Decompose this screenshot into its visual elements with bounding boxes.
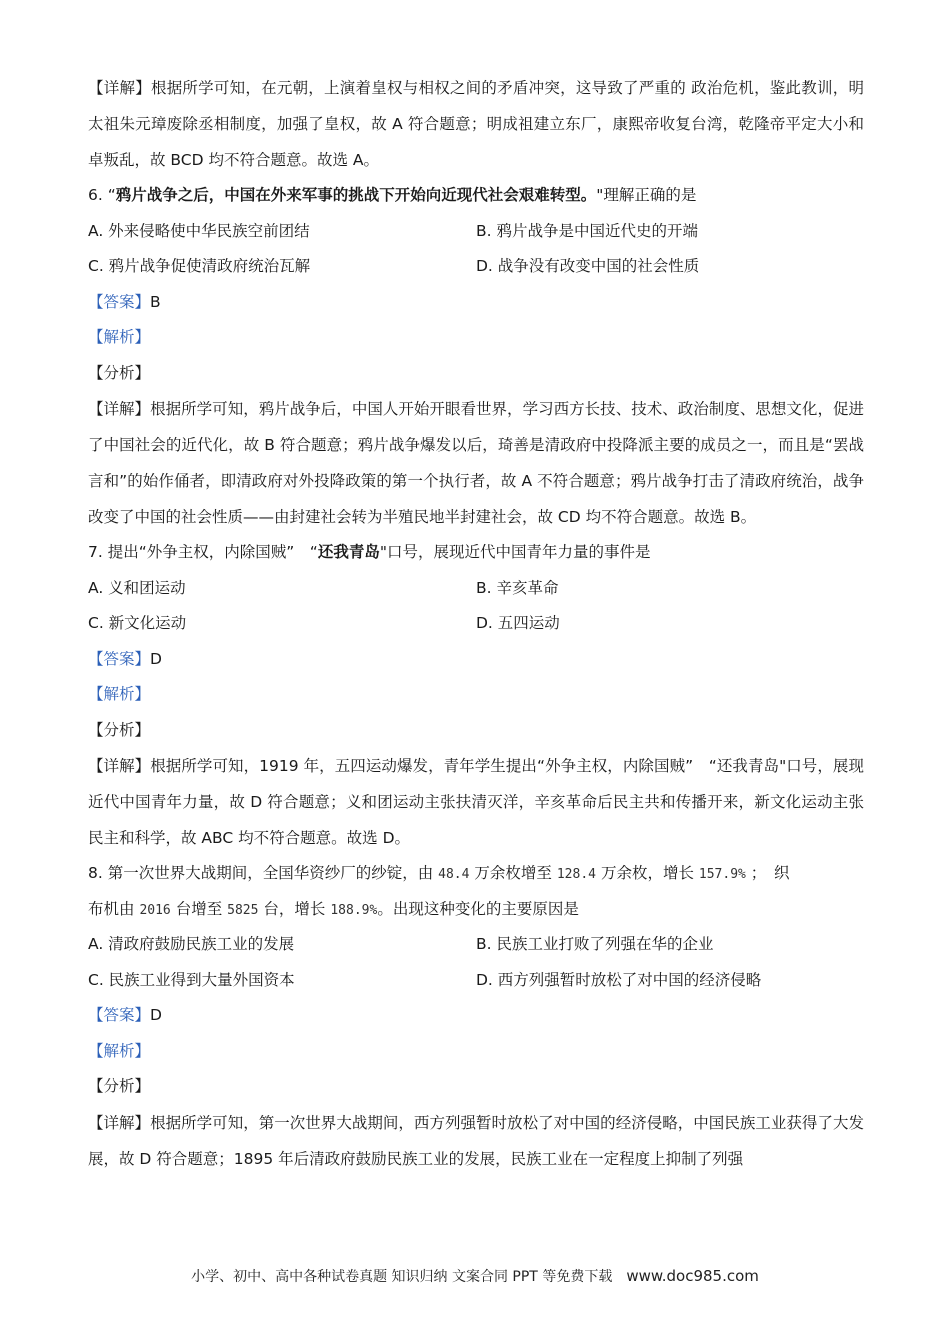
q6-options-row-1 — [88, 214, 864, 250]
q7-options-row-1 — [88, 571, 864, 607]
q7-analysis-label: 【解析】 — [88, 685, 151, 703]
question-quote: 鸦片战争之后，中国在外来军事的挑战下开始向近现代社会艰难转型。 — [115, 186, 597, 204]
figure-value: 2016 — [139, 902, 171, 918]
q6-detail — [88, 391, 864, 535]
question-text: 台增至 — [175, 899, 223, 918]
answer-label: 【答案】 — [88, 292, 151, 311]
detail-tag: 【详解】 — [88, 1113, 151, 1132]
detail-tag: 【详解】 — [88, 400, 151, 418]
figure-value: 48.4 — [438, 867, 470, 882]
answer-label: 【答案】 — [88, 649, 151, 668]
option-b: B. 民族工业打败了列强在华的企业 — [476, 935, 714, 953]
question-text: 台，增长 — [263, 899, 326, 918]
q7-fenxi-label: 【分析】 — [88, 720, 151, 739]
option-d: D. 五四运动 — [476, 614, 560, 632]
question-prefix: 6. “ — [88, 186, 116, 204]
answer-label: 【答案】 — [88, 1006, 151, 1024]
option-d: D. 西方列强暂时放松了对中国的经济侵略 — [476, 970, 762, 989]
question-text: 8. 第一次世界大战期间，全国华资纱厂的纱锭，由 — [88, 864, 434, 882]
option-a: A. 义和团运动 — [88, 578, 186, 597]
page-footer — [0, 1266, 950, 1286]
option-c: C. 鸦片战争促使清政府统治瓦解 — [88, 257, 311, 275]
option-c: C. 民族工业得到大量外国资本 — [88, 970, 295, 989]
detail-text: 根据所学可知，鸦片战争后，中国人开始开眼看世界，学习西方长技、技术、政治制度、思想文化，促进了中国社会的近代化，故 B 符合题意；鸦片战争爆发以后，琦善是清政府中投降派主要的成员之一，而且是“罢战言和”的始作俑者，即清政府对外投降政策的第一个执行者，故 A 不符合题意；鸦片战争打击了清政府统治，战争改变了中国的社会性质——由封建社会转为半殖民地半封建社会，故 CD 均不符合题意。故选 B。 — [88, 400, 864, 526]
q7-question — [88, 535, 864, 571]
question-text: 。出现这种变化的主要原因是 — [377, 899, 579, 918]
question-text: ； 织 — [750, 864, 790, 882]
question-suffix: "口号，展现近代中国青年力量的事件是 — [379, 543, 651, 561]
option-b: B. 鸦片战争是中国近代史的开端 — [476, 221, 698, 240]
q8-options-row-1 — [88, 927, 864, 963]
question-suffix: "理解正确的是 — [596, 186, 697, 204]
q7-answer — [88, 642, 864, 678]
q6-options-row-2 — [88, 249, 864, 285]
answer-value: B — [150, 292, 161, 311]
figure-value: 5825 — [227, 902, 259, 918]
q8-analysis-label: 【解析】 — [88, 1041, 151, 1060]
figure-value: 188.9% — [330, 902, 378, 918]
answer-value: D — [150, 649, 162, 668]
detail-text: 根据所学可知，第一次世界大战期间，西方列强暂时放松了对中国的经济侵略，中国民族工业获得了大发展，故 D 符合题意；1895 年后清政府鼓励民族工业的发展，民族工业在一定程度上抑制了列强 — [88, 1113, 864, 1168]
q8-options-row-2 — [88, 963, 864, 999]
option-a: A. 清政府鼓励民族工业的发展 — [88, 935, 295, 953]
q5-detail — [88, 70, 864, 178]
q8-detail — [88, 1105, 864, 1177]
q8-answer — [88, 998, 864, 1034]
q6-fenxi-label: 【分析】 — [88, 363, 151, 382]
q6-analysis-label: 【解析】 — [88, 328, 151, 346]
detail-text: 根据所学可知，1919 年，五四运动爆发，青年学生提出“外争主权，内除国贼” “还我青岛"口号，展现近代中国青年力量，故 D 符合题意；义和团运动主张扶清灭洋，辛亥革命后民主共和传播开来，新文化运动主张民主和科学，故 ABC 均不符合题意。故选 D。 — [88, 757, 864, 847]
question-text: 万余枚增至 — [474, 864, 552, 882]
document-page — [88, 70, 864, 1177]
question-text: 布机由 — [88, 899, 135, 918]
q7-detail — [88, 748, 864, 856]
q6-question — [88, 178, 864, 214]
question-quote: 还我青岛 — [317, 543, 380, 561]
q8-question-line-2 — [88, 892, 864, 928]
option-c: C. 新文化运动 — [88, 614, 187, 632]
option-d: D. 战争没有改变中国的社会性质 — [476, 257, 700, 275]
question-text: 万余枚，增长 — [600, 864, 694, 882]
footer-url[interactable]: www.doc985.com — [626, 1267, 759, 1285]
figure-value: 128.4 — [556, 867, 596, 882]
detail-tag: 【详解】 — [88, 757, 151, 775]
figure-value: 157.9% — [698, 867, 746, 882]
option-a: A. 外来侵略使中华民族空前团结 — [88, 221, 310, 240]
question-prefix: 7. 提出“外争主权，内除国贼” “ — [88, 543, 318, 561]
detail-text: 根据所学可知，在元朝，上演着皇权与相权之间的矛盾冲突，这导致了严重的 政治危机，鉴此教训，明太祖朱元璋废除丞相制度，加强了皇权，故 A 符合题意；明成祖建立东厂，康熙帝收复台湾，乾隆帝平定大小和卓叛乱，故 BCD 均不符合题意。故选 A。 — [88, 79, 864, 169]
option-b: B. 辛亥革命 — [476, 578, 559, 597]
q6-answer — [88, 285, 864, 321]
q8-question-line-1 — [88, 856, 864, 892]
detail-tag: 【详解】 — [88, 79, 151, 97]
answer-value: D — [150, 1006, 162, 1024]
q7-options-row-2 — [88, 606, 864, 642]
footer-text: 小学、初中、高中各种试卷真题 知识归纳 文案合同 PPT 等免费下载 — [191, 1269, 613, 1285]
q8-fenxi-label: 【分析】 — [88, 1077, 151, 1095]
